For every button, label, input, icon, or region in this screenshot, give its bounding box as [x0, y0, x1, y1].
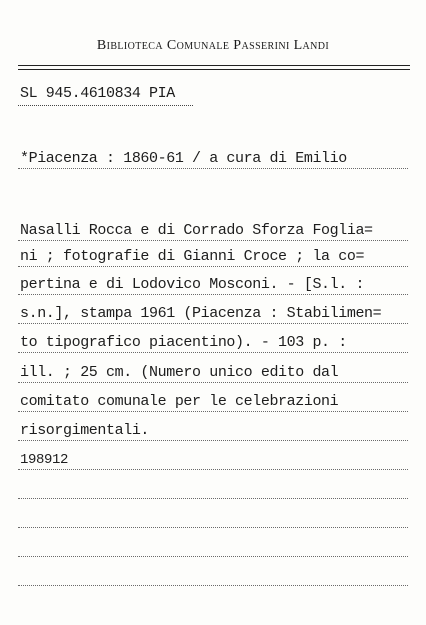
- title-ruled-line: [18, 168, 408, 169]
- blank-ruled-line: [18, 527, 408, 528]
- body-line-2: ni ; fotografie di Gianni Croce ; la co=: [20, 248, 365, 265]
- title-line: *Piacenza : 1860-61 / a cura di Emilio: [20, 150, 347, 167]
- body-line-7: comitato comunale per le celebrazioni: [20, 393, 339, 410]
- ruled-line: [18, 469, 408, 470]
- body-line-5: to tipografico piacentino). - 103 p. :: [20, 334, 347, 351]
- ruled-line: [18, 240, 408, 241]
- ruled-line: [18, 266, 408, 267]
- ruled-line: [18, 440, 408, 441]
- body-line-8: risorgimentali.: [20, 422, 150, 439]
- ruled-line: [18, 352, 408, 353]
- ruled-line: [18, 323, 408, 324]
- header-rule-bottom: [18, 69, 410, 70]
- blank-ruled-line: [18, 585, 408, 586]
- library-header: Biblioteca Comunale Passerini Landi: [96, 38, 330, 53]
- body-line-1: Nasalli Rocca e di Corrado Sforza Foglia=: [20, 222, 373, 239]
- accession-number: 198912: [20, 452, 69, 468]
- blank-ruled-line: [18, 556, 408, 557]
- call-number-underline: [18, 105, 193, 106]
- body-line-3: pertina e di Lodovico Mosconi. - [S.l. :: [20, 276, 365, 293]
- ruled-line: [18, 411, 408, 412]
- ruled-line: [18, 294, 408, 295]
- body-line-6: ill. ; 25 cm. (Numero unico edito dal: [20, 364, 339, 381]
- header-rule-top: [18, 65, 410, 66]
- call-number: SL 945.4610834 PIA: [20, 85, 175, 102]
- blank-ruled-line: [18, 498, 408, 499]
- ruled-line: [18, 382, 408, 383]
- body-line-4: s.n.], stampa 1961 (Piacenza : Stabilimen=: [20, 305, 382, 322]
